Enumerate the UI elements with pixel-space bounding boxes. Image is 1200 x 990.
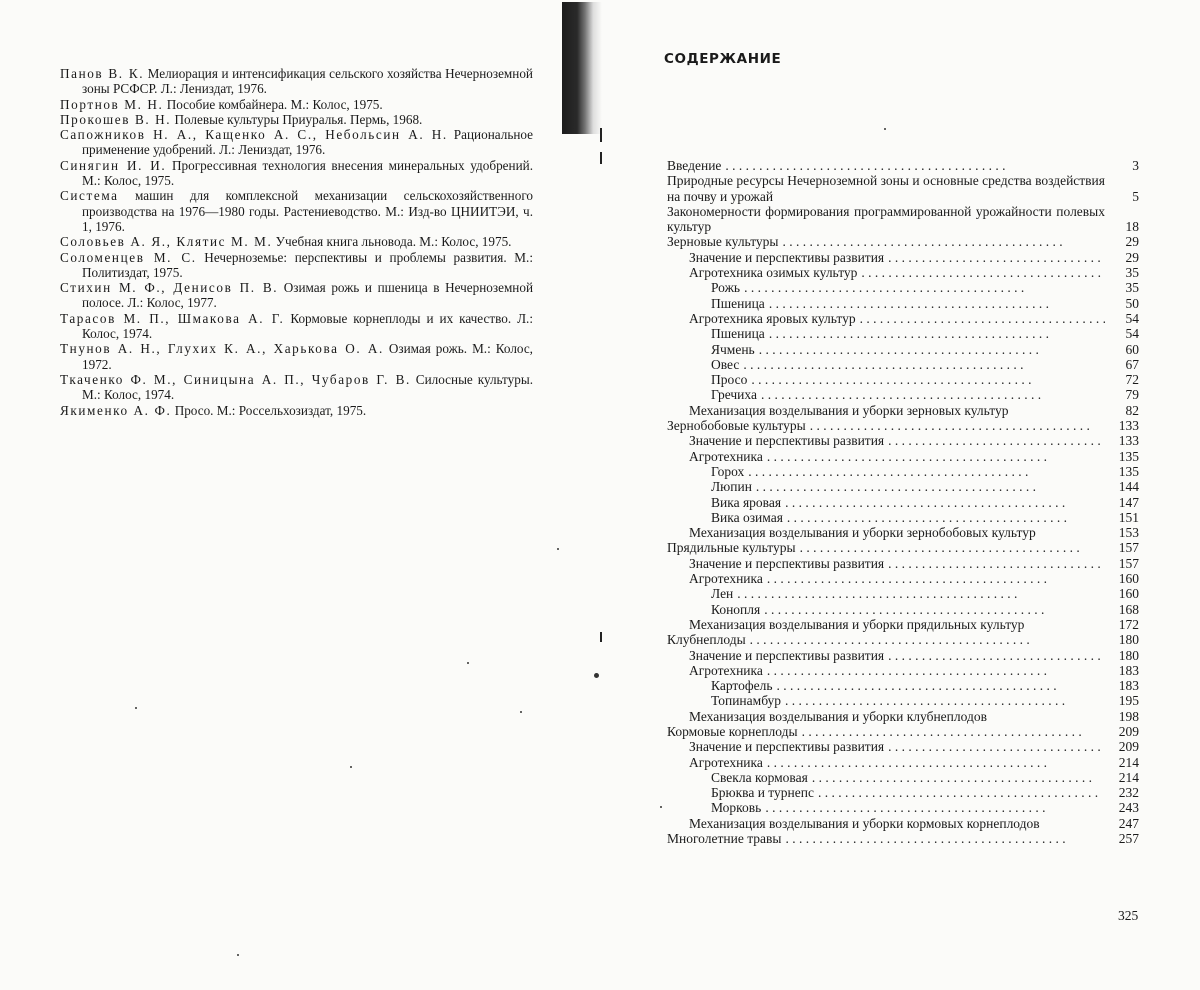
toc-entry xyxy=(667,663,1139,678)
toc-entry xyxy=(667,479,1139,494)
toc-entry xyxy=(667,540,1139,555)
toc-entry xyxy=(667,709,1139,724)
toc-entry-title: Закономерности формирования программированной урожайности полевых культур xyxy=(667,203,1105,235)
toc-entry-title: Агротехника xyxy=(689,448,763,464)
toc-entry-title: Агротехника озимых культур xyxy=(689,265,858,281)
toc-entry-title: Брюква и турнепс xyxy=(711,785,814,801)
toc-entry-title: Агротехника xyxy=(689,662,763,678)
bibliography-entry xyxy=(60,311,533,342)
toc-entry-page: 160 xyxy=(1118,571,1139,587)
print-speck xyxy=(350,766,352,768)
bibliography-text: Силосные культуры. М.: Колос, 1974. xyxy=(82,371,533,403)
toc-entry-title: Лен xyxy=(711,586,734,602)
print-speck xyxy=(237,954,239,956)
toc-entry-title: Морковь xyxy=(711,800,762,816)
toc-entry xyxy=(667,739,1139,754)
bibliography-author: Соловьев А. Я., Клятис М. М. xyxy=(60,234,273,250)
toc-entry xyxy=(667,173,1139,204)
toc-entry-page: 160 xyxy=(1118,586,1139,602)
page-number: 325 xyxy=(1118,908,1139,923)
bibliography-text: Учебная книга льновода. М.: Колос, 1975. xyxy=(272,234,512,250)
toc-entry xyxy=(667,770,1139,785)
table-of-contents xyxy=(667,158,1139,846)
toc-entry-title: Гречиха xyxy=(711,387,757,403)
bibliography-author: Портнов М. Н. xyxy=(60,96,164,112)
toc-entry-page: 209 xyxy=(1118,723,1139,739)
toc-entry-page: 60 xyxy=(1125,341,1139,357)
bibliography-list xyxy=(60,66,533,418)
toc-entry-page: 144 xyxy=(1118,479,1139,495)
toc-entry-title: Пшеница xyxy=(711,295,765,311)
toc-entry xyxy=(667,204,1139,235)
toc-entry xyxy=(667,311,1139,326)
print-speck xyxy=(467,662,469,664)
toc-entry-page: 18 xyxy=(1125,219,1139,235)
toc-entry-title: Зерновые культуры xyxy=(667,234,779,250)
bibliography-text: Нечерноземье: перспективы и проблемы развития. М.: Политиздат, 1975. xyxy=(82,249,533,280)
bibliography-entry xyxy=(60,97,533,112)
toc-entry-page: 214 xyxy=(1118,769,1139,785)
toc-entry-title: Механизация возделывания и уборки прядильных культур xyxy=(689,616,1025,632)
bibliography-entry xyxy=(60,341,533,372)
print-speck xyxy=(520,711,522,713)
bibliography-entry xyxy=(60,127,533,158)
toc-entry-page: 35 xyxy=(1125,265,1139,281)
toc-entry-title: Механизация возделывания и уборки зернобобовых культур xyxy=(689,525,1036,541)
bibliography-entry xyxy=(60,112,533,127)
toc-entry-page: 147 xyxy=(1118,494,1139,510)
toc-entry-title: Агротехника xyxy=(689,571,763,587)
toc-entry-page: 183 xyxy=(1118,662,1139,678)
bibliography-text: Прогрессивная технология внесения минеральных удобрений. М.: Колос, 1975. xyxy=(82,157,533,189)
bibliography-author: Прокошев В. Н. xyxy=(60,111,172,127)
toc-entry xyxy=(667,602,1139,617)
toc-entry xyxy=(667,495,1139,510)
toc-entry-page: 168 xyxy=(1118,601,1139,617)
toc-entry xyxy=(667,571,1139,586)
toc-entry-page: 79 xyxy=(1125,387,1139,403)
toc-entry-page: 72 xyxy=(1125,372,1139,388)
bibliography-entry xyxy=(60,250,533,281)
toc-entry-title: Агротехника xyxy=(689,754,763,770)
toc-entry-page: 180 xyxy=(1118,632,1139,648)
bibliography-text: Мелиорация и интенсификация сельского хозяйства Нечерноземной зоны РСФСР. Л.: Лениздат, 1976. xyxy=(82,66,533,97)
toc-entry-title: Прядильные культуры xyxy=(667,540,796,556)
binding-shadow xyxy=(562,2,602,134)
toc-entry xyxy=(667,678,1139,693)
toc-entry-title: Природные ресурсы Нечерноземной зоны и основные средства воздействия на почву и урожай xyxy=(667,173,1105,204)
bibliography-entry xyxy=(60,66,533,97)
bibliography-entry xyxy=(60,280,533,311)
toc-title: СОДЕРЖАНИЕ xyxy=(664,51,782,67)
toc-entry-page: 257 xyxy=(1118,831,1139,847)
toc-entry xyxy=(667,800,1139,815)
toc-entry-page: 232 xyxy=(1118,785,1139,801)
toc-entry-title: Зернобобовые культуры xyxy=(667,418,806,434)
toc-entry xyxy=(667,449,1139,464)
toc-entry-page: 135 xyxy=(1118,448,1139,464)
toc-entry-page: 198 xyxy=(1118,708,1139,724)
bibliography-entry xyxy=(60,158,533,189)
toc-entry-title: Рожь xyxy=(711,280,741,296)
print-speck xyxy=(557,548,559,550)
toc-entry xyxy=(667,433,1139,448)
bibliography-author: Якименко А. Ф. xyxy=(60,402,172,418)
toc-entry xyxy=(667,693,1139,708)
toc-entry xyxy=(667,280,1139,295)
toc-entry-title: Овес xyxy=(711,356,740,372)
toc-entry xyxy=(667,556,1139,571)
toc-entry-title: Вика озимая xyxy=(711,509,783,525)
toc-entry-title: Картофель xyxy=(711,678,773,694)
toc-entry-page: 214 xyxy=(1118,754,1139,770)
toc-entry-page: 157 xyxy=(1118,555,1139,571)
bibliography-entry xyxy=(60,372,533,403)
bibliography-entry xyxy=(60,234,533,249)
toc-entry-title: Значение и перспективы развития xyxy=(689,739,885,755)
toc-entry-title: Просо xyxy=(711,372,748,388)
toc-entry xyxy=(667,296,1139,311)
bibliography-author: Система xyxy=(60,188,119,204)
toc-entry xyxy=(667,617,1139,632)
bibliography-author: Синягин И. И. xyxy=(60,157,167,173)
toc-entry-page: 5 xyxy=(1132,188,1139,204)
toc-entry-title: Ячмень xyxy=(711,341,755,357)
toc-entry-page: 183 xyxy=(1118,678,1139,694)
toc-entry-title: Клубнеплоды xyxy=(667,632,746,648)
toc-entry-page: 172 xyxy=(1118,616,1139,632)
toc-entry-title: Механизация возделывания и уборки клубнеплодов xyxy=(689,708,987,724)
bibliography-author: Тарасов М. П., Шмакова А. Г. xyxy=(60,310,285,326)
toc-entry xyxy=(667,418,1139,433)
toc-entry-page: 135 xyxy=(1118,463,1139,479)
toc-entry-title: Значение и перспективы развития xyxy=(689,433,885,449)
toc-entry-page: 29 xyxy=(1125,249,1139,265)
toc-entry-title: Свекла кормовая xyxy=(711,769,808,785)
toc-entry-title: Многолетние травы xyxy=(667,831,782,847)
toc-entry-title: Значение и перспективы развития xyxy=(689,647,885,663)
toc-entry-page: 54 xyxy=(1125,310,1139,326)
toc-entry-page: 133 xyxy=(1118,418,1139,434)
toc-entry xyxy=(667,816,1139,831)
bibliography-author: Сапожников Н. А., Кащенко А. С., Небольсин А. Н. xyxy=(60,127,448,143)
toc-entry-title: Механизация возделывания и уборки кормовых корнеплодов xyxy=(689,815,1040,831)
toc-entry xyxy=(667,724,1139,739)
toc-entry-title: Агротехника яровых культур xyxy=(689,310,856,326)
toc-entry-page: 133 xyxy=(1118,433,1139,449)
bibliography-text: Озимая рожь и пшеница в Нечерноземной полосе. Л.: Колос, 1977. xyxy=(82,280,533,311)
toc-entry xyxy=(667,831,1139,846)
bibliography-text: Просо. М.: Россельхозиздат, 1975. xyxy=(171,402,367,418)
toc-entry xyxy=(667,648,1139,663)
toc-entry-title: Вика яровая xyxy=(711,494,782,510)
toc-entry-page: 247 xyxy=(1118,815,1139,831)
toc-entry xyxy=(667,342,1139,357)
toc-entry-title: Горох xyxy=(711,463,745,479)
bibliography-text: Пособие комбайнера. М.: Колос, 1975. xyxy=(163,96,383,112)
toc-entry-page: 157 xyxy=(1118,540,1139,556)
print-speck xyxy=(135,707,137,709)
toc-entry-page: 180 xyxy=(1118,647,1139,663)
toc-entry-title: Пшеница xyxy=(711,326,765,342)
toc-entry-title: Люпин xyxy=(711,479,752,495)
toc-entry-page: 153 xyxy=(1118,525,1139,541)
toc-entry xyxy=(667,158,1139,173)
toc-entry xyxy=(667,464,1139,479)
bibliography-author: Ткаченко Ф. М., Синицына А. П., Чубаров Г. В. xyxy=(60,371,411,387)
toc-entry xyxy=(667,250,1139,265)
toc-entry xyxy=(667,785,1139,800)
toc-entry xyxy=(667,387,1139,402)
bibliography-author: Стихин М. Ф., Денисов П. В. xyxy=(60,280,279,296)
toc-entry xyxy=(667,510,1139,525)
bibliography-author: Соломенцев М. С. xyxy=(60,249,197,265)
bibliography-text: Рациональное применение удобрений. Л.: Лениздат, 1976. xyxy=(82,127,533,158)
bibliography-entry xyxy=(60,403,533,418)
toc-entry xyxy=(667,372,1139,387)
toc-entry xyxy=(667,403,1139,418)
toc-entry-page: 209 xyxy=(1118,739,1139,755)
toc-entry xyxy=(667,525,1139,540)
toc-entry-title: Механизация возделывания и уборки зерновых культур xyxy=(689,402,1009,418)
bibliography-text: Полевые культуры Приуралья. Пермь, 1968. xyxy=(171,111,423,127)
toc-entry-page: 243 xyxy=(1118,800,1139,816)
bibliography-entry xyxy=(60,188,533,234)
toc-entry xyxy=(667,234,1139,249)
toc-entry-title: Значение и перспективы развития xyxy=(689,249,885,265)
bibliography-author: Тнунов А. Н., Глухих К. А., Харькова О. А. xyxy=(60,341,384,357)
bibliography-text: Озимая рожь. М.: Колос, 1972. xyxy=(82,341,533,372)
toc-entry-page: 3 xyxy=(1132,158,1139,173)
toc-entry-title: Конопля xyxy=(711,601,761,617)
toc-entry-page: 35 xyxy=(1125,280,1139,296)
toc-entry xyxy=(667,357,1139,372)
toc-entry xyxy=(667,265,1139,280)
bibliography-text: машин для комплексной механизации сельскохозяйственного производства на 1976—1980 годы. Растениеводство. М.: Изд-во ЦНИИТЭИ, ч. 1, 1976. xyxy=(82,188,533,234)
toc-entry-page: 151 xyxy=(1118,509,1139,525)
toc-entry-title: Топинамбур xyxy=(711,693,782,709)
toc-entry-page: 54 xyxy=(1125,326,1139,342)
toc-entry xyxy=(667,755,1139,770)
print-speck xyxy=(594,673,599,678)
toc-entry xyxy=(667,326,1139,341)
bibliography-author: Панов В. К. xyxy=(60,66,145,81)
toc-entry-title: Введение xyxy=(667,158,722,173)
toc-entry-page: 50 xyxy=(1125,295,1139,311)
toc-entry-page: 67 xyxy=(1125,356,1139,372)
toc-entry xyxy=(667,586,1139,601)
toc-entry-title: Кормовые корнеплоды xyxy=(667,723,798,739)
toc-entry xyxy=(667,632,1139,647)
bibliography-text: Кормовые корнеплоды и их качество. Л.: Колос, 1974. xyxy=(82,310,533,342)
toc-entry-page: 29 xyxy=(1125,234,1139,250)
toc-entry-page: 82 xyxy=(1125,402,1139,418)
toc-entry-title: Значение и перспективы развития xyxy=(689,555,885,571)
toc-entry-page: 195 xyxy=(1118,693,1139,709)
